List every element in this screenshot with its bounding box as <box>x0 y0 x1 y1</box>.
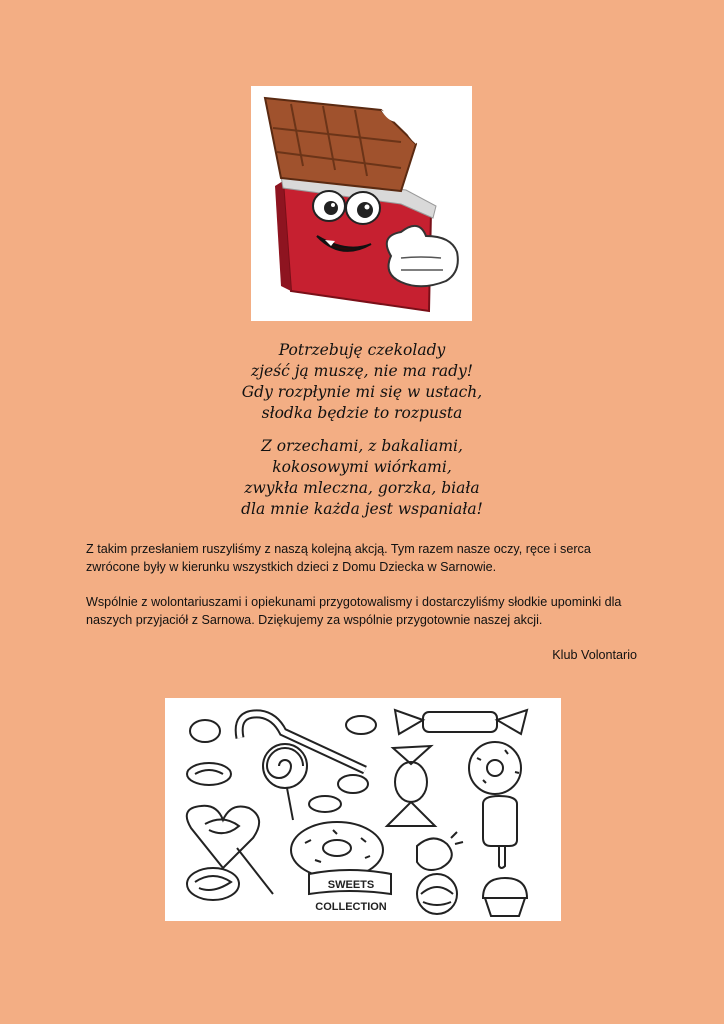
body-paragraph-2: Wspólnie z wolontariuszami i opiekunami przygotowalismy i dostarczyliśmy słodkie upominki dla naszych przyjaciół z Sarnowa. Dziękujemy za wspólnie przygotownie naszej akcji. <box>86 595 622 627</box>
body-paragraph-1: Z takim przesłaniem ruszyliśmy z naszą kolejną akcją. Tym razem nasze oczy, ręce i serca zwrócone były w kierunku wszystkich dzieci z Domu Dziecka w Sarnowie. <box>86 542 591 574</box>
poem-line: zjeść ją muszę, nie ma rady! <box>251 362 473 380</box>
poem-line: słodka będzie to rozpusta <box>261 404 463 422</box>
poem-line: Gdy rozpłynie mi się w ustach, <box>241 383 483 401</box>
poem-line: zwykła mleczna, gorzka, biała <box>244 479 480 497</box>
poem-line: Z orzechami, z bakaliami, <box>261 437 463 455</box>
sweets-collection-image <box>165 698 561 921</box>
poem-line: Potrzebuję czekolady <box>278 341 446 359</box>
signature: Klub Volontario <box>552 648 637 662</box>
poem-stanza-1 <box>150 340 574 424</box>
poem-line: kokosowymi wiórkami, <box>272 458 452 476</box>
chocolate-mascot-image <box>251 86 472 321</box>
poem-stanza-2 <box>150 436 574 520</box>
badge-text-sweets: SWEETS <box>327 879 375 891</box>
badge-text-collection: COLLECTION <box>315 901 387 913</box>
poem-line: dla mnie każda jest wspaniała! <box>241 500 483 518</box>
